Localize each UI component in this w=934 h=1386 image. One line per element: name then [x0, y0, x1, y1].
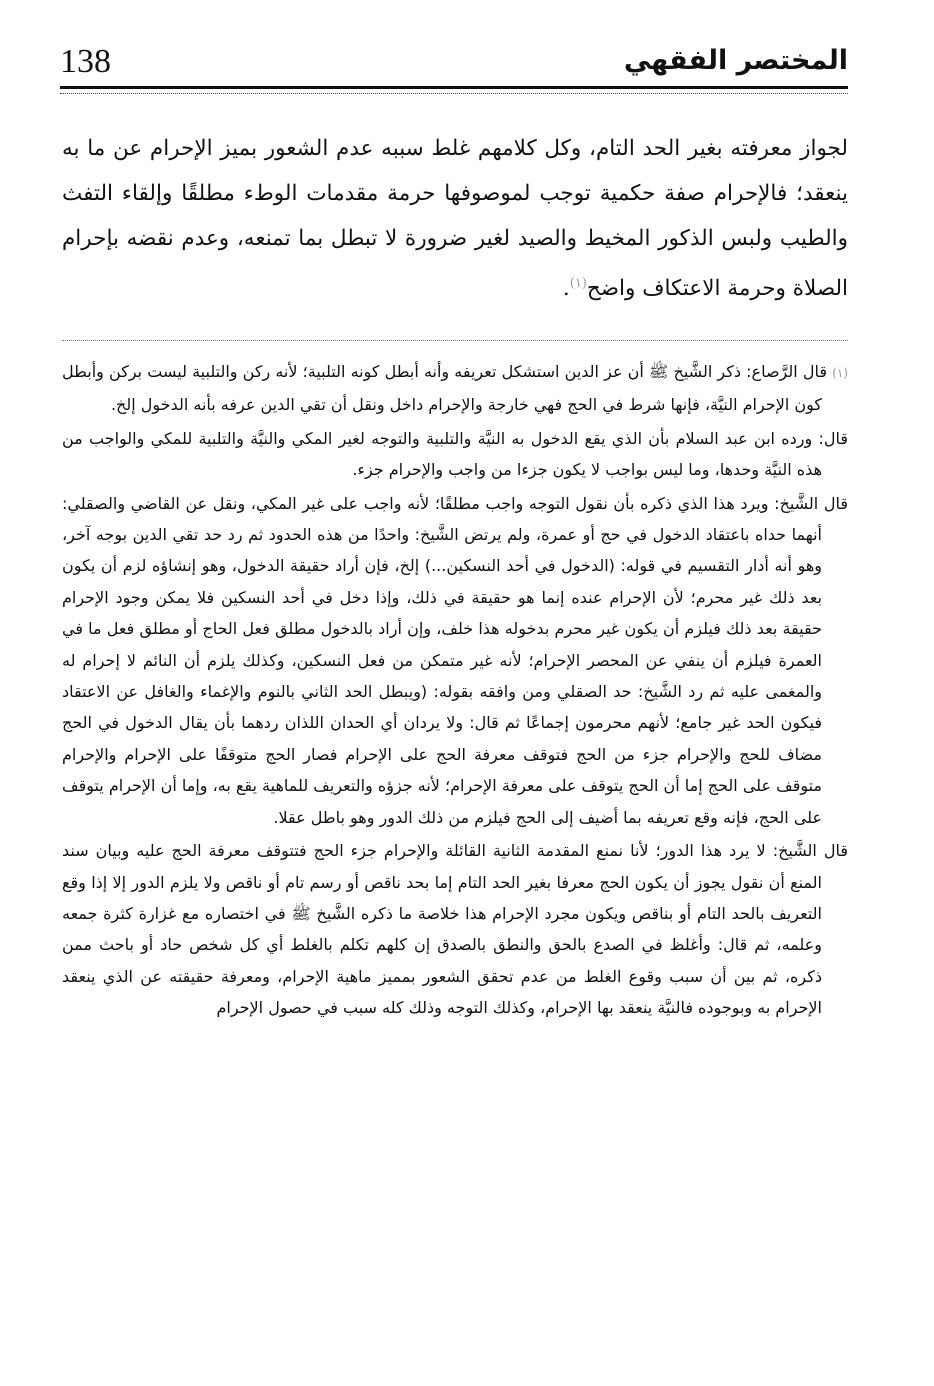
page-header: [60, 38, 848, 88]
main-text: [62, 126, 848, 311]
footnote-lead: قال الشَّيخ:: [774, 493, 849, 513]
footnote-paragraph: [62, 356, 848, 421]
main-paragraph: [62, 126, 848, 311]
page-number: 138: [60, 43, 111, 80]
paragraph-end: .: [562, 276, 570, 302]
footnote-paragraph: [62, 423, 848, 486]
main-paragraph-body: لجواز معرفته بغير الحد التام، وكل كلامهم غلط سببه عدم الشعور بميز الإحرام عن ما به ينعقد؛ فالإحرام صفة حكمية توجب لموصوفها حرمة مقدمات الوطء مطلقًا وإلقاء التفث والطيب ولبس الذكور المخيط والصيد لغير ضرورة لا تبطل بما تمنعه، وعدم نقضه بإحرام الصلاة وحرمة الاعتكاف واضح: [62, 136, 848, 302]
footnote-paragraph: [62, 488, 848, 833]
footnote-lead: قال الشَّيخ:: [772, 841, 849, 861]
footnote-text: ورده ابن عبد السلام بأن الذي يقع الدخول به النيَّة والتلبية والتوجه لغير المكي والنيَّة والتلبية للمكي والواجب من هذه النيَّة وحدها، وما ليس بواجب لا يكون جزءا من واجب والإحرام جزء.: [62, 428, 822, 480]
footnote-marker: (١): [569, 276, 587, 291]
footnote-number: (١): [832, 366, 848, 380]
footnote-lead: قال:: [818, 428, 848, 448]
footnotes: [62, 356, 848, 1026]
header-divider-dotted: [60, 93, 848, 94]
footnote-text: ويرد هذا الذي ذكره بأن نقول التوجه واجب مطلقًا؛ لأنه واجب على غير المكي، ونقل عن القاضي والصقلي: أنهما حداه باعتقاد الدخول في حج أو عمرة، ولم يرتض الشَّيخ: واحدًا من هذه الحدود ثم رد حد تقي الدين بوجه آخر، وهو أنه أدار التقسيم في قوله: (الدخول في أحد النسكين...) إلخ، فإن أراد حقيقة الدخول، وهو إنشاؤه لزم أن يكون بعد ذلك غير محرم؛ لأن الإحرام عنده إنما هو حقيقة في ذلك، وإذا دخل في أحد النسكين فلا يمكن وجود الإحرام حقيقة بعد ذلك فيلزم أن يكون غير محرم بدخوله هذا خلف، وإن أراد بالدخول مطلق فعل الحاج أو مطلق فعل ما في العمرة فيلزم أن ينفي عن المحصر الإحرام؛ لأنه غير متمكن من فعل النسكين، وكذلك يلزم أن النائم لا إحرام له والمغمى عليه ثم رد الشَّيخ: حد الصقلي ومن وافقه بقوله: (ويبطل الحد الثاني بالنوم والإغماء والغافل عن الاعتقاد فيكون الحد غير جامع؛ لأنهم محرمون إجماعًا ثم قال: ولا يردان أي الحدان اللذان ردهما بأن يقال الدخول في الحج مضاف للحج والإحرام جزء من الحج فتوقف معرفة الحج على الإحرام فصار الحج متوقفًا على الإحرام والإحرام متوقف على الحج إما أن الحج يتوقف على معرفة الإحرام؛ لأنه جزؤه والتعريف للماهية يقع به، وإما أن الإحرام يتوقف على الحج، فإنه وقع تعريفه بما أضيف إلى الحج فيلزم من ذلك الدور وهو باطل عقلا.: [62, 493, 822, 827]
footnote-paragraph: [62, 835, 848, 1023]
book-title: المختصر الفقهي: [623, 45, 848, 76]
footnote-divider: [62, 340, 848, 341]
footnote-text: ذكر الشَّيخ ﷺ أن عز الدين استشكل تعريفه وأنه أبطل كونه التلبية؛ لأنه ركن والتلبية ليست بركن وأبطل كون الإحرام النيَّة، فإنها شرط في الحج فهي خارجة والإحرام داخل ونقل أن تقي الدين عرفه بأنه الدخول إلخ.: [62, 362, 822, 415]
footnote-text: لا يرد هذا الدور؛ لأنا نمنع المقدمة الثانية القائلة والإحرام جزء الحج فتتوقف معرفة الحج عليه وبيان سند المنع أن نقول يجوز أن يكون الحج معرفا بغير الحد التام إما بحد ناقص أو رسم تام أو ناقص ولا يلزم الدور إلا إذا وقع التعريف بالحد التام أو بناقص ويكون مجرد الإحرام هذا خلاصة ما ذكره الشَّيخ ﷺ في اختصاره مع غزارة كثرة جمعه وعلمه، ثم قال: وأغلظ في الصدع بالحق والنطق بالصدق إن كلهم تكلم بالغلط أي كل شخص حاد أو باحث ممن ذكره، ثم بين أن سبب وقوع الغلط من عدم تحقق الشعور بمميز ماهية الإحرام، ومعرفة حقيقته عن الذي ينعقد الإحرام به وبوجوده فالنيَّة ينعقد بها الإحرام، وكذلك التوجه وذلك كله سبب في حصول الإحرام: [62, 841, 822, 1018]
footnote-lead: قال الرَّصاع:: [746, 362, 828, 381]
header-divider: [60, 86, 848, 89]
